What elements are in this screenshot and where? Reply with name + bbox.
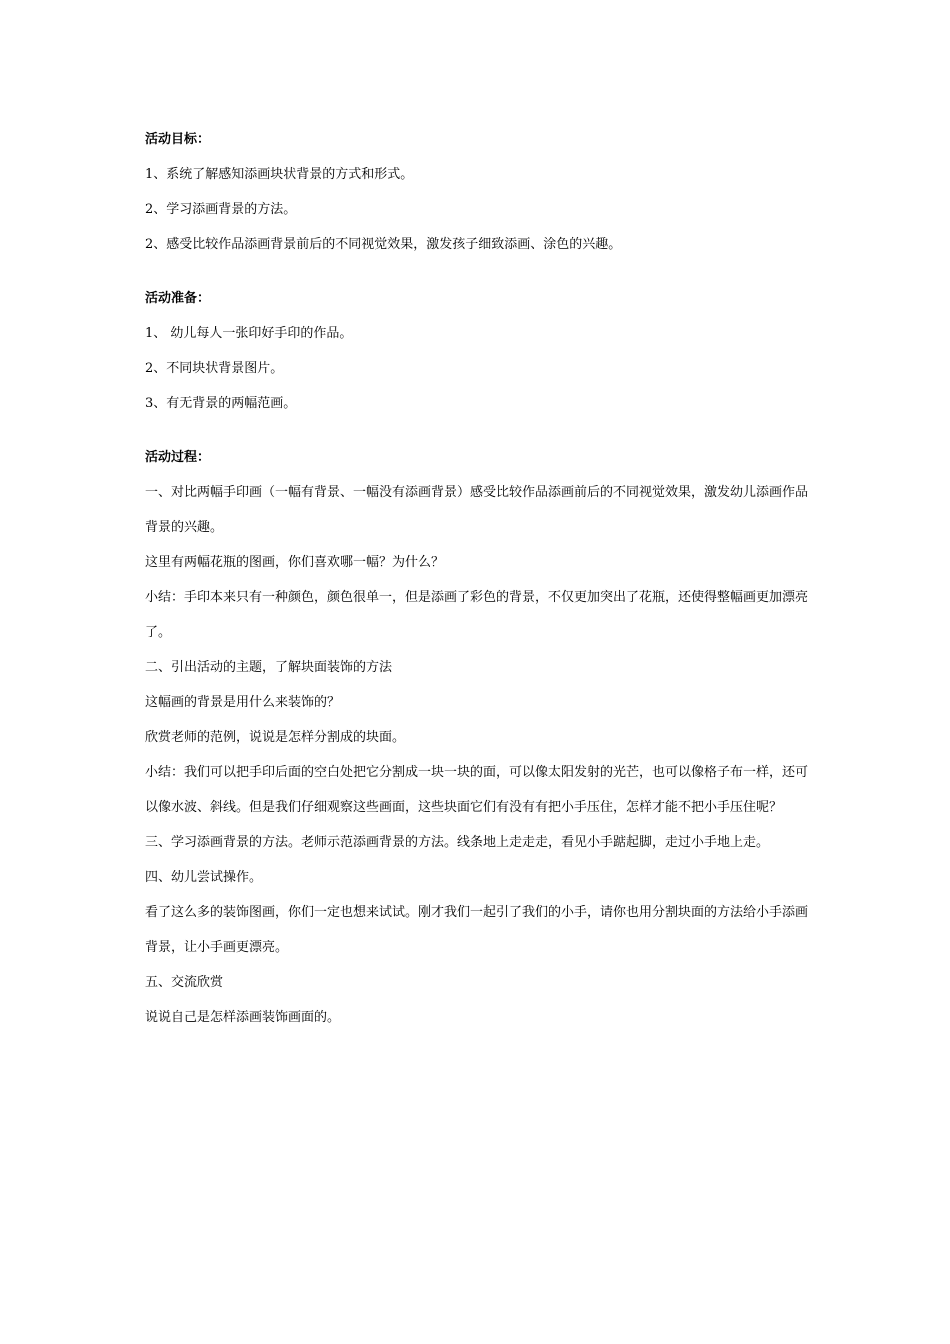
process-paragraph: 这幅画的背景是用什么来装饰的？ [145, 695, 341, 710]
process-paragraph: 这里有两幅花瓶的图画，你们喜欢哪一幅？为什么？ [145, 555, 445, 570]
preparation-item: 1、 幼儿每人一张印好手印的作品。 [145, 326, 353, 341]
preparation-item: 2、不同块状背景图片。 [145, 361, 284, 376]
process-paragraph: 一、对比两幅手印画（一幅有背景、一幅没有添画背景）感受比较作品添画前后的不同视觉效果，激发幼儿添画作品背景的兴趣。 [145, 485, 809, 535]
goal-item: 2、学习添画背景的方法。 [145, 202, 297, 217]
process-paragraph: 欣赏老师的范例，说说是怎样分割成的块面。 [145, 730, 406, 745]
process-paragraph: 看了这么多的装饰图画，你们一定也想来试试。刚才我们一起引了我们的小手，请你也用分割块面的方法给小手添画背景，让小手画更漂亮。 [145, 905, 809, 955]
section-process [145, 440, 810, 1035]
process-paragraph: 小结：我们可以把手印后面的空白处把它分割成一块一块的面，可以像太阳发射的光芒，也可以像格子布一样，还可以像水波、斜线。但是我们仔细观察这些画面，这些块面它们有没有有把小手压住，怎样才能不把小手压住呢？ [145, 765, 809, 815]
process-paragraph: 五、交流欣赏 [145, 975, 224, 990]
process-paragraph: 小结：手印本来只有一种颜色，颜色很单一，但是添画了彩色的背景，不仅更加突出了花瓶，还使得整幅画更加漂亮了。 [145, 590, 809, 640]
process-paragraph: 四、幼儿尝试操作。 [145, 870, 263, 885]
process-paragraph: 二、引出活动的主题，了解块面装饰的方法 [145, 660, 393, 675]
section-preparation [145, 281, 810, 421]
goal-item: 2、感受比较作品添画背景前后的不同视觉效果，激发孩子细致添画、涂色的兴趣。 [145, 237, 622, 252]
goal-item: 1、系统了解感知添画块状背景的方式和形式。 [145, 167, 414, 182]
process-paragraph: 三、学习添画背景的方法。老师示范添画背景的方法。线条地上走走走，看见小手踮起脚，走过小手地上走。 [145, 835, 770, 850]
section-heading-preparation: 活动准备： [145, 291, 211, 306]
preparation-item: 3、有无背景的两幅范画。 [145, 396, 297, 411]
section-heading-goals: 活动目标： [145, 132, 211, 147]
process-paragraph: 说说自己是怎样添画装饰画面的。 [145, 1010, 341, 1025]
document-page [145, 122, 810, 1035]
section-goals [145, 122, 810, 262]
section-heading-process: 活动过程： [145, 450, 211, 465]
